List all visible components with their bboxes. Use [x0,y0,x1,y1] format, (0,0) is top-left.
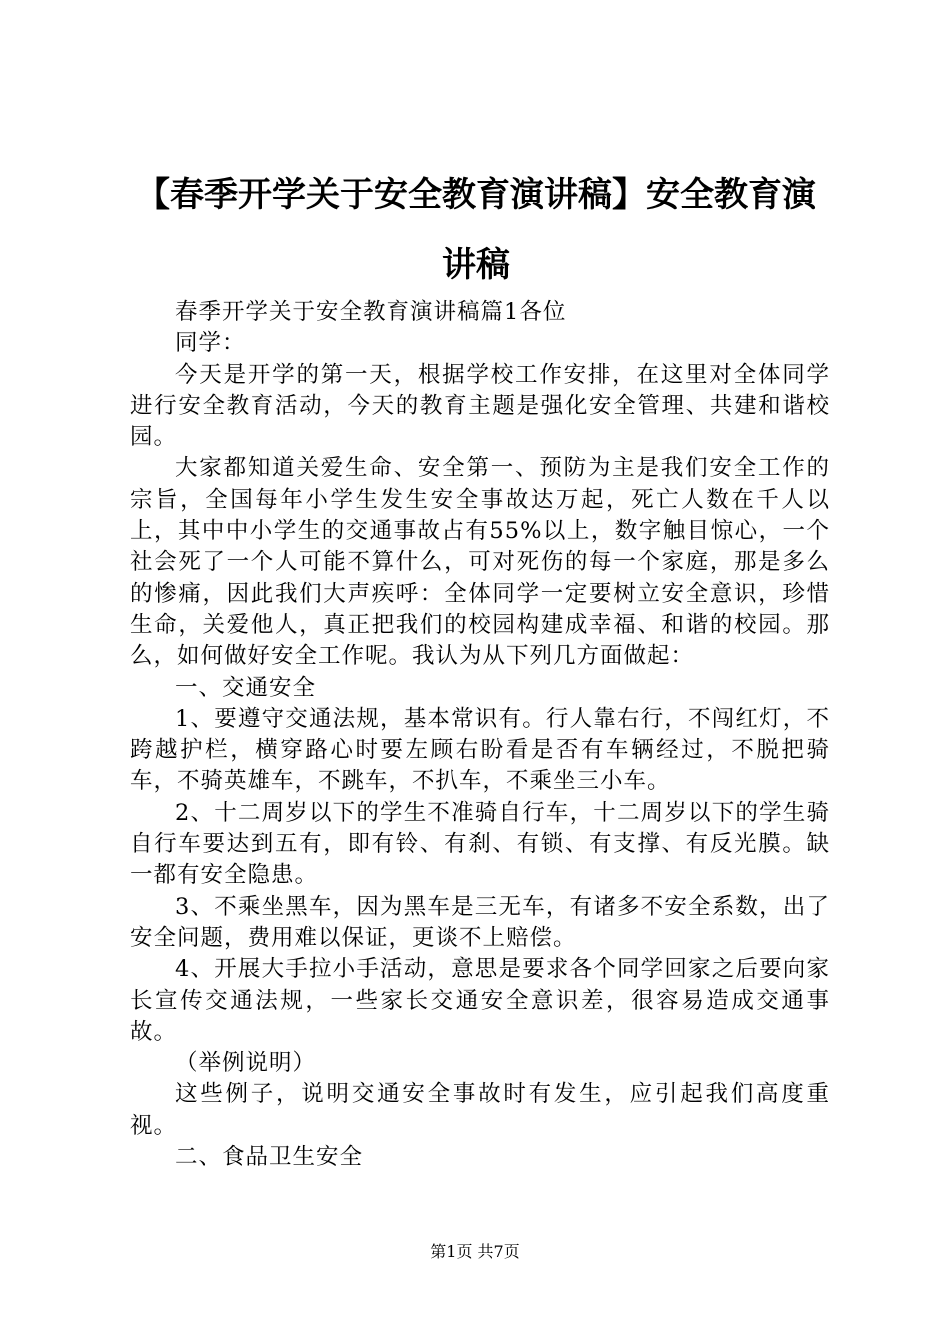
paragraph-traffic-2: 2、十二周岁以下的学生不准骑自行车，十二周岁以下的学生骑自行车要达到五有，即有铃、有刹、有锁、有支撑、有反光膜。缺一都有安全隐患。 [130,799,830,889]
document-title: 【春季开学关于安全教育演讲稿】安全教育演讲稿 [136,175,816,285]
paragraph-traffic-3: 3、不乘坐黑车，因为黑车是三无车，有诸多不安全系数，出了安全问题，费用难以保证，更谈不上赔偿。 [130,893,830,951]
section-heading-traffic: 一、交通安全 [175,674,317,701]
paragraph-heading-line: 春季开学关于安全教育演讲稿篇1各位 [175,299,567,325]
document-body [130,297,830,1173]
paragraph-salutation: 同学： [175,330,246,357]
paragraph-intro: 今天是开学的第一天，根据学校工作安排，在这里对全体同学进行安全教育活动，今天的教育主题是强化安全管理、共建和谐校园。 [130,361,830,451]
paragraph-example-summary: 这些例子，说明交通安全事故时有发生，应引起我们高度重视。 [130,1081,830,1139]
paragraph-purpose: 大家都知道关爱生命、安全第一、预防为主是我们安全工作的宗旨，全国每年小学生发生安全事故达万起，死亡人数在千人以上，其中中小学生的交通事故占有55%以上，数字触目惊心，一个社会死了一个人可能不算什么，可对死伤的每一个家庭，那是多么的惨痛，因此我们大声疾呼：全体同学一定要树立安全意识，珍惜生命，关爱他人，真正把我们的校园构建成幸福、和谐的校园。那么，如何做好安全工作呢。我认为从下列几方面做起： [130,455,830,670]
paragraph-example-note: （举例说明） [175,1050,317,1077]
section-heading-food: 二、食品卫生安全 [175,1144,364,1171]
paragraph-traffic-1: 1、要遵守交通法规，基本常识有。行人靠右行，不闯红灯，不跨越护栏，横穿路心时要左顾右盼看是否有车辆经过，不脱把骑车，不骑英雄车，不跳车，不扒车，不乘坐三小车。 [130,705,830,795]
page-number: 第1页 共7页 [430,1242,520,1261]
paragraph-traffic-4: 4、开展大手拉小手活动，意思是要求各个同学回家之后要向家长宣传交通法规，一些家长交通安全意识差，很容易造成交通事故。 [130,956,830,1045]
page-footer [0,1242,950,1262]
